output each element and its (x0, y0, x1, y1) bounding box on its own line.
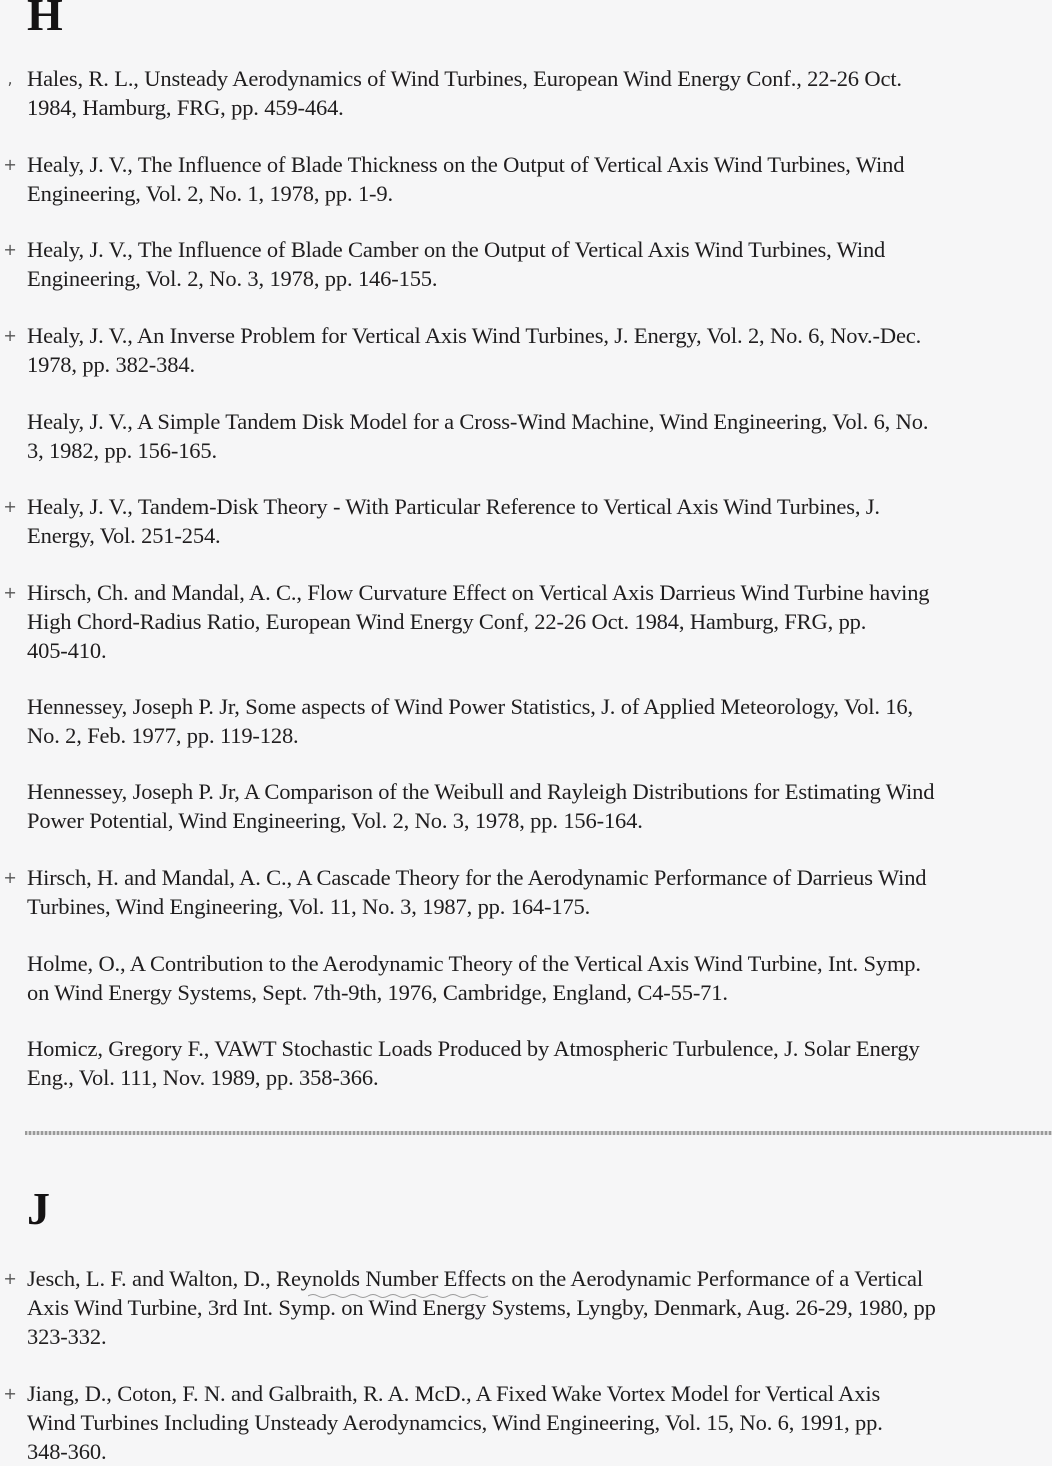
reference-entry (27, 692, 1052, 750)
reference-line: Healy, J. V., A Simple Tandem Disk Model for a Cross-Wind Machine, Wind Engineering, Vol. 6, No. (27, 409, 929, 434)
reference-entry (3, 235, 1052, 293)
annotation-mark: + (3, 1269, 17, 1288)
reference-entry (27, 407, 1052, 465)
reference-line: Jesch, L. F. and Walton, D., Reynolds Number Effects on the Aerodynamic Performance of a Vertical (27, 1266, 923, 1291)
annotation-mark: + (3, 155, 17, 174)
reference-entry (3, 863, 1052, 921)
reference-line: Healy, J. V., Tandem-Disk Theory - With Particular Reference to Vertical Axis Wind Turbines, J. (27, 494, 880, 519)
reference-line: 3, 1982, pp. 156-165. (27, 438, 217, 463)
reference-line: Healy, J. V., The Influence of Blade Thickness on the Output of Vertical Axis Wind Turbines, Wind (27, 152, 905, 177)
reference-entry (3, 1264, 1052, 1351)
reference-entry (3, 1379, 1052, 1466)
reference-line: Engineering, Vol. 2, No. 3, 1978, pp. 146-155. (27, 266, 438, 291)
section-heading-h: H (27, 0, 63, 40)
reference-line: 1984, Hamburg, FRG, pp. 459-464. (27, 95, 344, 120)
reference-line: 348-360. (27, 1439, 107, 1464)
reference-line: Energy, Vol. 251-254. (27, 523, 221, 548)
reference-line: Eng., Vol. 111, Nov. 1989, pp. 358-366. (27, 1065, 379, 1090)
reference-line: Hennessey, Joseph P. Jr, Some aspects of Wind Power Statistics, J. of Applied Meteorology, Vol. 16, (27, 694, 913, 719)
reference-line: High Chord-Radius Ratio, European Wind Energy Conf, 22-26 Oct. 1984, Hamburg, FRG, pp. (27, 609, 867, 634)
reference-line: Wind Turbines Including Unsteady Aerodynamcics, Wind Engineering, Vol. 15, No. 6, 1991, pp. (27, 1410, 883, 1435)
reference-line: Homicz, Gregory F., VAWT Stochastic Loads Produced by Atmospheric Turbulence, J. Solar Energy (27, 1036, 920, 1061)
reference-line: Axis Wind Turbine, 3rd Int. Symp. on Wind Energy Systems, Lyngby, Denmark, Aug. 26-29, 1980, pp (27, 1295, 936, 1320)
annotation-mark: + (3, 1384, 17, 1403)
reference-line: on Wind Energy Systems, Sept. 7th-9th, 1976, Cambridge, England, C4-55-71. (27, 980, 728, 1005)
reference-line: Hennessey, Joseph P. Jr, A Comparison of the Weibull and Rayleigh Distributions for Estimating Wind (27, 779, 935, 804)
annotation-mark: , (7, 69, 13, 88)
reference-line: Jiang, D., Coton, F. N. and Galbraith, R. A. McD., A Fixed Wake Vortex Model for Vertical Axis (27, 1381, 881, 1406)
section-heading-j: J (27, 1183, 50, 1234)
reference-line: Hirsch, H. and Mandal, A. C., A Cascade Theory for the Aerodynamic Performance of Darrieus Wind (27, 865, 927, 890)
reference-line: Turbines, Wind Engineering, Vol. 11, No. 3, 1987, pp. 164-175. (27, 894, 591, 919)
reference-entry (3, 321, 1052, 379)
reference-line: Engineering, Vol. 2, No. 1, 1978, pp. 1-9. (27, 181, 393, 206)
reference-line: Healy, J. V., An Inverse Problem for Vertical Axis Wind Turbines, J. Energy, Vol. 2, No. 6, Nov.-Dec. (27, 323, 922, 348)
reference-entry (27, 777, 1052, 835)
reference-line: Hirsch, Ch. and Mandal, A. C., Flow Curvature Effect on Vertical Axis Darrieus Wind Turbine having (27, 580, 930, 605)
annotation-mark: + (3, 240, 17, 259)
annotation-mark: + (3, 583, 17, 602)
reference-line: Hales, R. L., Unsteady Aerodynamics of Wind Turbines, European Wind Energy Conf., 22-26 Oct. (27, 66, 902, 91)
section-divider (25, 1131, 1052, 1135)
reference-entry (27, 949, 1052, 1007)
annotation-mark: + (3, 868, 17, 887)
reference-line: 1978, pp. 382-384. (27, 352, 195, 377)
annotation-mark: + (3, 326, 17, 345)
reference-line: 323-332. (27, 1324, 107, 1349)
reference-line: No. 2, Feb. 1977, pp. 119-128. (27, 723, 299, 748)
reference-entry (7, 64, 1052, 122)
reference-line: Power Potential, Wind Engineering, Vol. 2, No. 3, 1978, pp. 156-164. (27, 808, 643, 833)
reference-entry (27, 1034, 1052, 1092)
reference-entry (3, 578, 1052, 665)
reference-entry (3, 492, 1052, 550)
reference-line: Healy, J. V., The Influence of Blade Camber on the Output of Vertical Axis Wind Turbines, Wind (27, 237, 886, 262)
annotation-mark: + (3, 497, 17, 516)
reference-entry (3, 150, 1052, 208)
spellcheck-squiggle (308, 1293, 493, 1299)
reference-line: Holme, O., A Contribution to the Aerodynamic Theory of the Vertical Axis Wind Turbine, Int. Symp. (27, 951, 921, 976)
reference-line: 405-410. (27, 638, 107, 663)
